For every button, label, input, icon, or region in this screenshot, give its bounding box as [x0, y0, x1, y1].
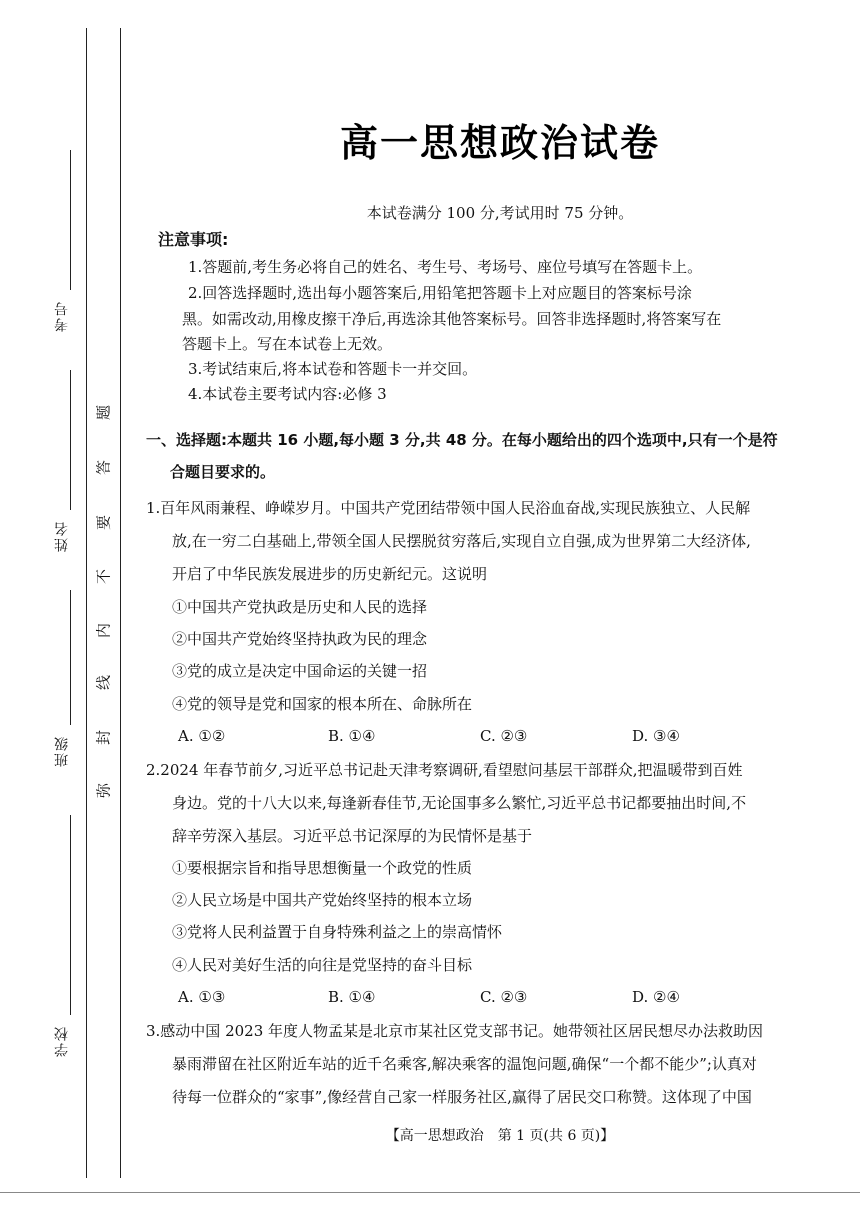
question-1-text: 1.百年风雨兼程、峥嵘岁月。中国共产党团结带领中国人民浴血奋战,实现民族独立、人民解 [146, 499, 751, 517]
question-1-item: ①中国共产党执政是历史和人民的选择 [172, 598, 428, 616]
notice-line: 黑。如需改动,用橡皮擦干净后,再选涂其他答案标号。回答非选择题时,将答案写在 [182, 310, 722, 328]
question-2-option-c: C. ②③ [480, 988, 528, 1006]
field-line-exam-number [70, 150, 71, 290]
question-1-option-d: D. ③④ [632, 727, 680, 745]
seal-char: 线 [94, 675, 113, 691]
question-2-item: ③党将人民利益置于自身特殊利益之上的崇高情怀 [172, 923, 503, 941]
question-1-text: 开启了中华民族发展进步的历史新纪元。这说明 [172, 565, 488, 583]
page-bottom-rule [0, 1192, 860, 1193]
binding-line-outer [86, 28, 87, 1178]
field-label-name: 姓名 [54, 520, 70, 552]
seal-char: 答 [94, 460, 113, 476]
question-3-text: 3.感动中国 2023 年度人物孟某是北京市某社区党支部书记。她带领社区居民想尽办法救助因 [146, 1022, 764, 1040]
question-1-text: 放,在一穷二白基础上,带领全国人民摆脱贫穷落后,实现自立自强,成为世界第二大经济体, [172, 532, 751, 550]
question-2-item: ④人民对美好生活的向往是党坚持的奋斗目标 [172, 956, 473, 974]
field-line-school [70, 815, 71, 1015]
question-2-option-b: B. ①④ [328, 988, 376, 1006]
notice-heading: 注意事项: [158, 230, 229, 249]
question-2-item: ①要根据宗旨和指导思想衡量一个政党的性质 [172, 859, 473, 877]
seal-char: 封 [94, 730, 113, 746]
seal-char: 内 [94, 623, 113, 639]
seal-char: 题 [94, 405, 113, 421]
seal-char: 弥 [94, 783, 113, 799]
field-label-class: 班级 [54, 735, 70, 767]
question-1-item: ②中国共产党始终坚持执政为民的理念 [172, 630, 428, 648]
notice-line: 4.本试卷主要考试内容:必修 3 [188, 385, 387, 403]
section-heading-cont: 合题目要求的。 [170, 463, 276, 481]
binding-line-inner [120, 28, 121, 1178]
question-1-item: ③党的成立是决定中国命运的关键一招 [172, 662, 428, 680]
field-line-name [70, 370, 71, 510]
exam-subtitle: 本试卷满分 100 分,考试用时 75 分钟。 [366, 204, 634, 222]
page-footer: 【高一思想政治 第 1 页(共 6 页)】 [385, 1128, 615, 1144]
question-2-text: 2.2024 年春节前夕,习近平总书记赴天津考察调研,看望慰问基层干部群众,把温暖带到百姓 [146, 761, 743, 779]
question-1-item: ④党的领导是党和国家的根本所在、命脉所在 [172, 695, 473, 713]
section-heading: 一、选择题:本题共 16 小题,每小题 3 分,共 48 分。在每小题给出的四个选项中,只有一个是符 [146, 431, 778, 449]
question-2-option-d: D. ②④ [632, 988, 680, 1006]
question-2-item: ②人民立场是中国共产党始终坚持的根本立场 [172, 891, 473, 909]
field-line-class [70, 590, 71, 725]
question-1-option-b: B. ①④ [328, 727, 376, 745]
notice-line: 2.回答选择题时,选出每小题答案后,用铅笔把答题卡上对应题目的答案标号涂 [188, 284, 692, 302]
seal-char: 不 [94, 569, 113, 585]
field-label-school: 学校 [54, 1025, 70, 1057]
question-2-text: 身边。党的十八大以来,每逢新春佳节,无论国事多么繁忙,习近平总书记都要抽出时间,不 [172, 794, 747, 812]
question-3-text: 暴雨滞留在社区附近车站的近千名乘客,解决乘客的温饱问题,确保“一个都不能少”;认真对 [172, 1055, 757, 1073]
question-3-text: 待每一位群众的“家事”,像经营自己家一样服务社区,赢得了居民交口称赞。这体现了中国 [172, 1088, 752, 1106]
notice-line: 3.考试结束后,将本试卷和答题卡一并交回。 [188, 360, 478, 378]
question-2-option-a: A. ①③ [178, 988, 226, 1006]
seal-char: 要 [94, 515, 113, 531]
question-1-option-a: A. ①② [178, 727, 226, 745]
question-2-text: 辞辛劳深入基层。习近平总书记深厚的为民情怀是基于 [172, 827, 533, 845]
notice-line: 1.答题前,考生务必将自己的姓名、考生号、考场号、座位号填写在答题卡上。 [188, 258, 703, 276]
question-1-option-c: C. ②③ [480, 727, 528, 745]
notice-line: 答题卡上。写在本试卷上无效。 [182, 335, 393, 353]
field-label-exam-number: 考号 [54, 300, 70, 332]
exam-title: 高一思想政治试卷 [339, 121, 660, 165]
